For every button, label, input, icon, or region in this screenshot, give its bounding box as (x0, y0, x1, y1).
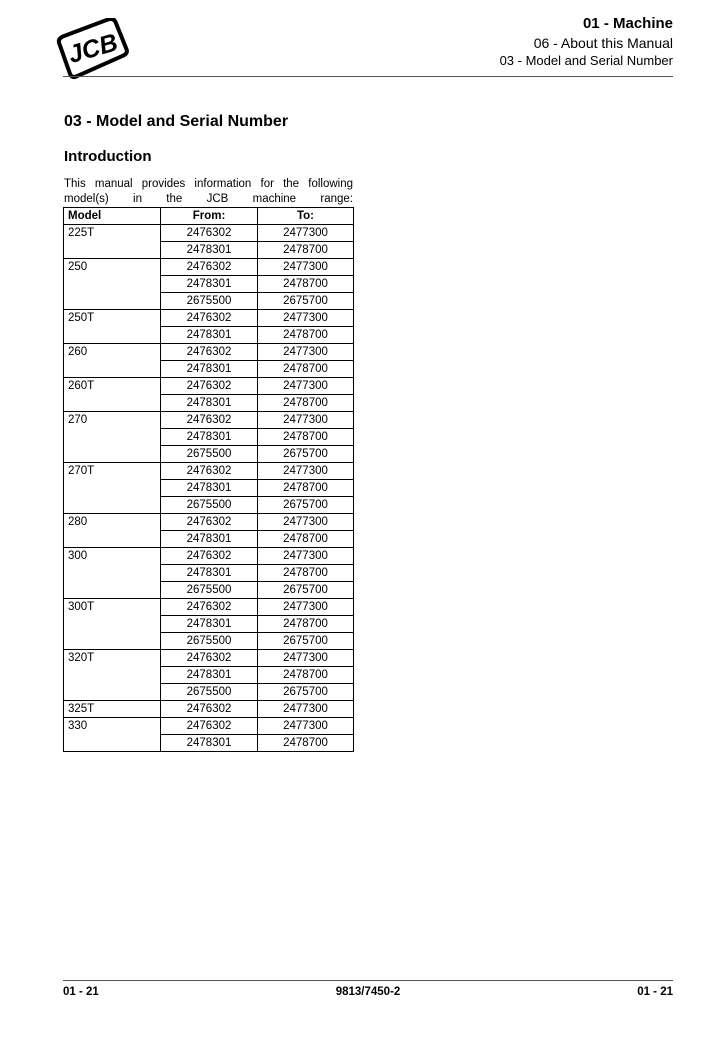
serial-table-body (64, 225, 354, 752)
serial-from-cell: 2478301 (161, 735, 258, 752)
serial-from-cell: 2476302 (161, 599, 258, 616)
serial-number-table (63, 207, 354, 752)
serial-from-cell: 2476302 (161, 378, 258, 395)
table-row (64, 548, 354, 565)
footer-rule (63, 980, 673, 981)
jcb-logo (50, 18, 134, 80)
serial-to-cell: 2675700 (258, 633, 354, 650)
table-row (64, 514, 354, 531)
serial-from-cell: 2675500 (161, 582, 258, 599)
header-breadcrumb (500, 14, 673, 69)
serial-from-cell: 2478301 (161, 565, 258, 582)
serial-to-cell: 2675700 (258, 582, 354, 599)
serial-to-cell: 2477300 (258, 548, 354, 565)
serial-to-cell: 2478700 (258, 327, 354, 344)
serial-from-cell: 2675500 (161, 293, 258, 310)
footer-publication-number: 9813/7450-2 (335, 986, 401, 998)
serial-to-cell: 2675700 (258, 446, 354, 463)
serial-to-cell: 2478700 (258, 276, 354, 293)
model-cell: 300 (64, 548, 161, 599)
serial-from-cell: 2478301 (161, 361, 258, 378)
column-header-model: Model (64, 208, 161, 225)
serial-to-cell: 2675700 (258, 293, 354, 310)
serial-from-cell: 2478301 (161, 616, 258, 633)
serial-from-cell: 2476302 (161, 701, 258, 718)
serial-to-cell: 2477300 (258, 378, 354, 395)
serial-from-cell: 2675500 (161, 497, 258, 514)
model-cell: 225T (64, 225, 161, 259)
footer (63, 986, 673, 998)
serial-from-cell: 2478301 (161, 276, 258, 293)
model-cell: 250 (64, 259, 161, 310)
serial-to-cell: 2477300 (258, 718, 354, 735)
serial-from-cell: 2478301 (161, 242, 258, 259)
model-cell: 270T (64, 463, 161, 514)
serial-to-cell: 2478700 (258, 242, 354, 259)
serial-to-cell: 2478700 (258, 480, 354, 497)
serial-from-cell: 2476302 (161, 412, 258, 429)
page-title: 03 - Model and Serial Number (64, 113, 289, 130)
serial-to-cell: 2478700 (258, 429, 354, 446)
serial-from-cell: 2675500 (161, 446, 258, 463)
serial-from-cell: 2478301 (161, 429, 258, 446)
model-cell: 270 (64, 412, 161, 463)
table-row (64, 344, 354, 361)
footer-page-right: 01 - 21 (637, 986, 673, 998)
model-cell: 250T (64, 310, 161, 344)
table-row (64, 412, 354, 429)
serial-from-cell: 2478301 (161, 327, 258, 344)
serial-to-cell: 2478700 (258, 395, 354, 412)
serial-to-cell: 2478700 (258, 667, 354, 684)
serial-from-cell: 2476302 (161, 310, 258, 327)
serial-to-cell: 2478700 (258, 735, 354, 752)
serial-to-cell: 2675700 (258, 497, 354, 514)
serial-from-cell: 2476302 (161, 548, 258, 565)
serial-to-cell: 2478700 (258, 361, 354, 378)
serial-to-cell: 2478700 (258, 531, 354, 548)
serial-to-cell: 2477300 (258, 225, 354, 242)
model-cell: 330 (64, 718, 161, 752)
header-subsection: 03 - Model and Serial Number (499, 53, 673, 69)
serial-to-cell: 2477300 (258, 701, 354, 718)
serial-to-cell: 2477300 (258, 599, 354, 616)
table-row (64, 718, 354, 735)
serial-to-cell: 2477300 (258, 514, 354, 531)
model-cell: 300T (64, 599, 161, 650)
model-cell: 260 (64, 344, 161, 378)
table-row (64, 463, 354, 480)
model-cell: 280 (64, 514, 161, 548)
serial-from-cell: 2476302 (161, 225, 258, 242)
table-row (64, 378, 354, 395)
header-rule (63, 76, 673, 77)
serial-from-cell: 2476302 (161, 463, 258, 480)
column-header-to: To: (258, 208, 354, 225)
serial-from-cell: 2675500 (161, 633, 258, 650)
column-header-from: From: (161, 208, 258, 225)
serial-to-cell: 2477300 (258, 463, 354, 480)
serial-to-cell: 2477300 (258, 310, 354, 327)
serial-from-cell: 2478301 (161, 480, 258, 497)
section-heading: Introduction (64, 148, 152, 165)
serial-from-cell: 2476302 (161, 514, 258, 531)
table-row (64, 599, 354, 616)
jcb-logo-icon (50, 18, 134, 80)
serial-from-cell: 2476302 (161, 259, 258, 276)
table-row (64, 310, 354, 327)
table-header-row (64, 208, 354, 225)
jcb-logo-text: JCB (65, 28, 121, 70)
table-row (64, 650, 354, 667)
serial-to-cell: 2477300 (258, 344, 354, 361)
serial-to-cell: 2477300 (258, 259, 354, 276)
model-cell: 260T (64, 378, 161, 412)
serial-to-cell: 2477300 (258, 412, 354, 429)
intro-paragraph: This manual provides information for the following model(s) in the JCB machine range: (64, 178, 353, 205)
serial-from-cell: 2478301 (161, 395, 258, 412)
table-row (64, 259, 354, 276)
table-row (64, 701, 354, 718)
serial-from-cell: 2478301 (161, 531, 258, 548)
serial-from-cell: 2476302 (161, 344, 258, 361)
serial-to-cell: 2478700 (258, 616, 354, 633)
serial-from-cell: 2476302 (161, 650, 258, 667)
model-cell: 320T (64, 650, 161, 701)
serial-from-cell: 2476302 (161, 718, 258, 735)
footer-page-left: 01 - 21 (63, 986, 99, 998)
serial-from-cell: 2478301 (161, 667, 258, 684)
serial-to-cell: 2675700 (258, 684, 354, 701)
serial-to-cell: 2477300 (258, 650, 354, 667)
table-row (64, 225, 354, 242)
serial-to-cell: 2478700 (258, 565, 354, 582)
header-section: 06 - About this Manual (533, 34, 673, 51)
serial-from-cell: 2675500 (161, 684, 258, 701)
header-chapter: 01 - Machine (582, 15, 673, 32)
model-cell: 325T (64, 701, 161, 718)
